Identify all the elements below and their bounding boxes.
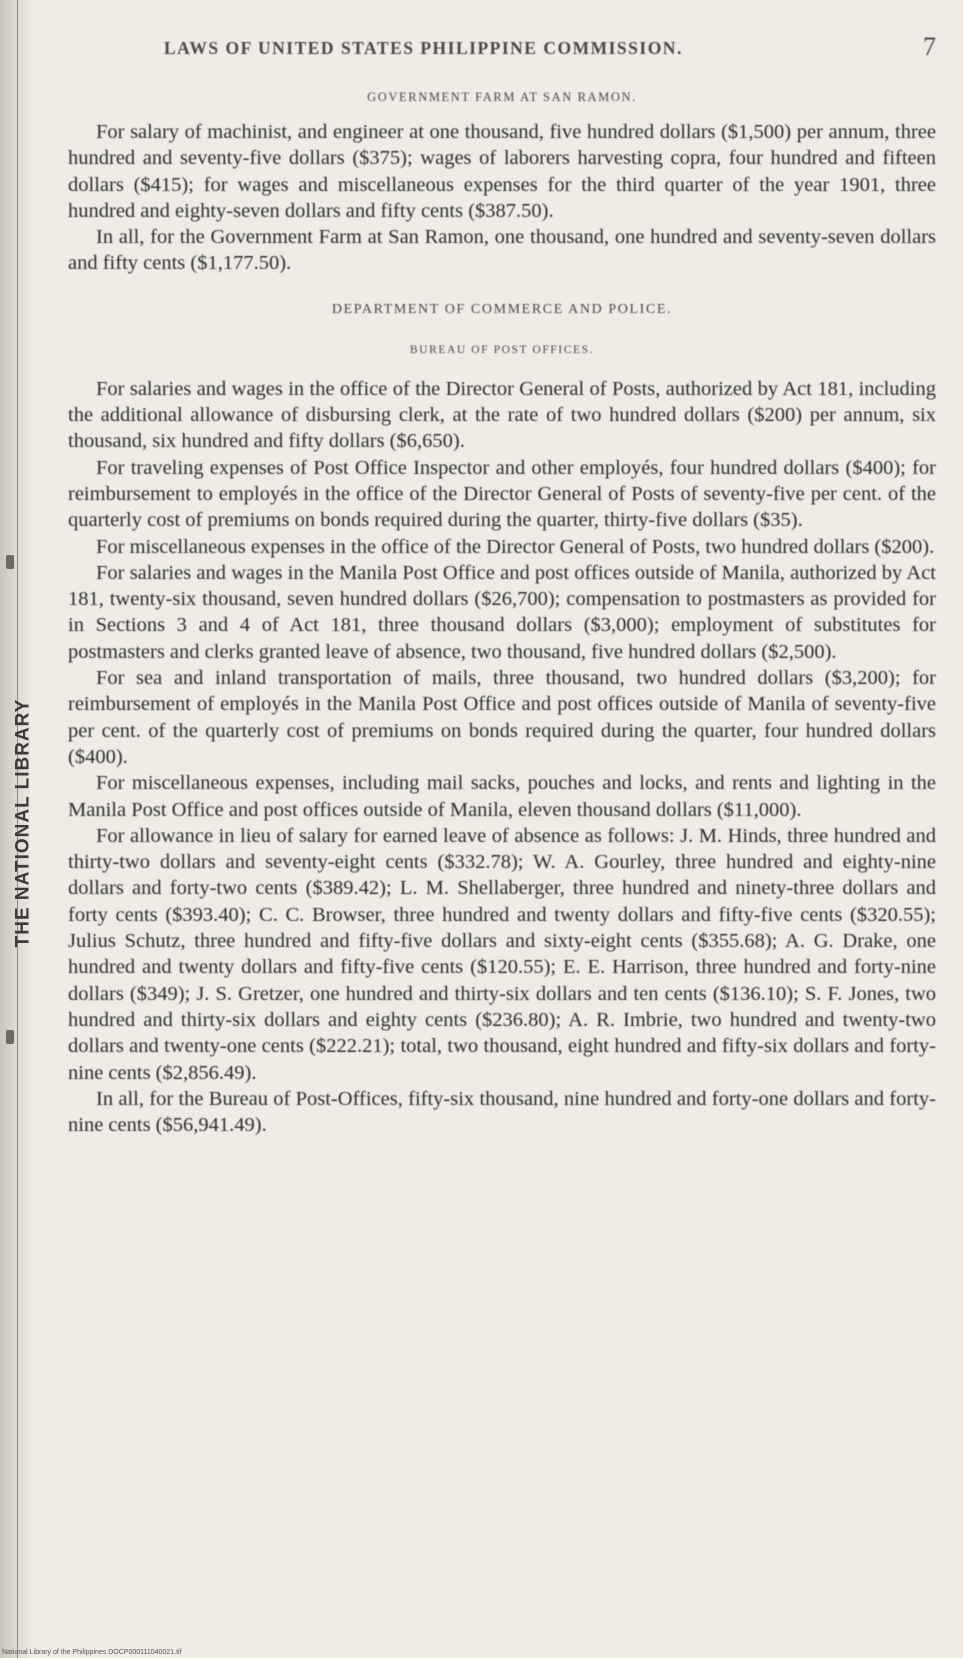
paragraph-bureau-total: In all, for the Bureau of Post-Offices, fifty-six thousand, nine hundred and forty-one dollars and forty-nine cents ($56,941.49). xyxy=(68,1087,936,1137)
scan-footer-caption: National Library of the Philippines DOCP000111040021.tif xyxy=(2,1649,182,1656)
library-stamp-text: THE NATIONAL LIBRARY xyxy=(12,698,34,947)
paragraph-manila-salaries: For salaries and wages in the Manila Post Office and post offices outside of Manila, authorized by Act 181, twenty-six thousand, seven hundred dollars ($26,700); compensation to postmasters as provided for in Sections 3 and 4 of Act 181, three thousand dollars ($3,000); employment of substitutes for postmasters and clerks granted leave of absence, two thousand, five hundred dollars ($2,500). xyxy=(68,561,936,663)
paragraph-leave-allowance: For allowance in lieu of salary for earned leave of absence as follows: J. M. Hinds, three hundred and thirty-two dollars and seventy-eight cents ($332.78); W. A. Gourley, three hundred and eighty-nine dollars and forty-two cents ($389.42); L. M. Shellaberger, three hundred and ninety-three dollars and forty cents ($393.40); C. C. Browser, three hundred and twenty dollars and fifty-five cents ($320.55); Julius Schutz, three hundred and fifty-five dollars and sixty-eight cents ($355.68); A. G. Drake, one hundred and twenty dollars and fifty-five cents ($120.55); E. E. Harrison, three hundred and forty-nine dollars ($349); J. S. Gretzer, one hundred and thirty-six dollars and ten cents ($136.10); S. F. Jones, two hundred and thirty-six dollars and eighty cents ($236.80); A. R. Imbrie, two hundred and twenty-two dollars and twenty-one cents ($222.21); total, two thousand, eight hundred and fifty-six dollars and forty-nine cents ($2,856.49). xyxy=(68,824,936,1084)
section-heading-department: DEPARTMENT OF COMMERCE AND POLICE. xyxy=(331,301,673,317)
paragraph-mail-transportation: For sea and inland transportation of mails, three thousand, two hundred dollars ($3,200); for reimbursement of employés in the Manila Post Office and post offices outside of Manila of seventy-five per cent. of the quarterly cost of premiums on bonds required during the quarter, four hundred dollars ($400). xyxy=(68,667,936,768)
paragraph-manila-misc: For miscellaneous expenses, including mail sacks, pouches and locks, and rents and lighting in the Manila Post Office and post offices outside of Manila, eleven thousand dollars ($11,000). xyxy=(68,772,936,821)
paragraph-farm-appropriation: For salary of machinist, and engineer at one thousand, five hundred dollars ($1,500) per annum, three hundred and seventy-five dollars ($375); wages of laborers harvesting copra, four hundred and fifteen dollars ($415); for wages and miscellaneous expenses for the third quarter of the year 1901, three hundred and eighty-seven dollars and fifty cents ($387.50). xyxy=(68,121,936,222)
running-title: LAWS OF UNITED STATES PHILIPPINE COMMISSION. xyxy=(164,38,683,58)
binding-tab-mark xyxy=(6,555,14,569)
page-number: 7 xyxy=(923,32,936,61)
paragraph-director-misc: For miscellaneous expenses in the office of the Director General of Posts, two hundred dollars ($200). xyxy=(96,535,935,558)
library-stamp xyxy=(3,675,43,970)
paragraph-director-salaries: For salaries and wages in the office of the Director General of Posts, authorized by Act 181, including the additional allowance of disbursing clerk, at the rate of two hundred dollars ($200) per annum, six thousand, six hundred and fifty dollars ($6,650). xyxy=(68,377,936,453)
section-heading-bureau: BUREAU OF POST OFFICES. xyxy=(409,343,595,356)
section-heading-farm: GOVERNMENT FARM AT SAN RAMON. xyxy=(367,90,637,104)
running-header xyxy=(68,30,936,64)
document-page xyxy=(68,30,936,1138)
binding-tab-mark xyxy=(6,1030,14,1044)
paragraph-farm-total: In all, for the Government Farm at San Ramon, one thousand, one hundred and seventy-seven dollars and fifty cents ($1,177.50). xyxy=(68,226,936,275)
paragraph-traveling-expenses: For traveling expenses of Post Office Inspector and other employés, four hundred dollars ($400); for reimbursement to employés in the office of the Director General of Posts of seventy-five per cent. of the quarterly cost of premiums on bonds required during the quarter, thirty-five dollars ($35). xyxy=(68,456,936,532)
